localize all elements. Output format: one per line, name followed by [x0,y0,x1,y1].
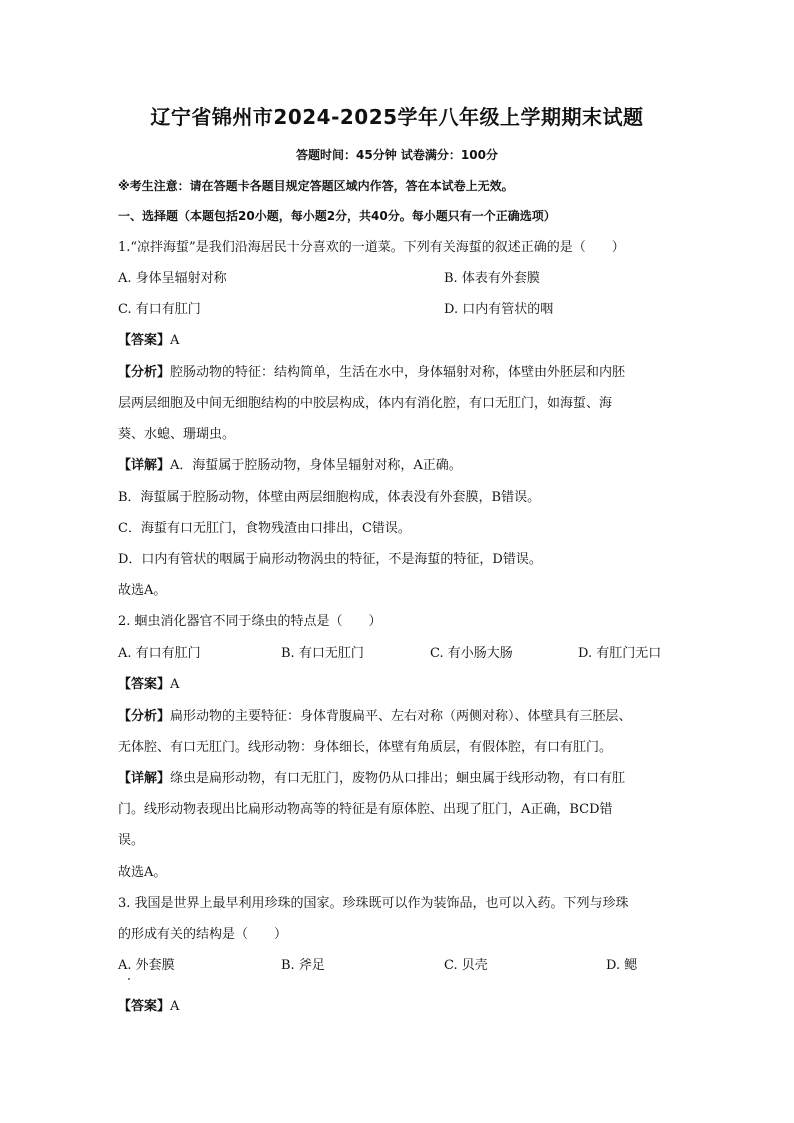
stray-dot [128,978,130,980]
notice: ※考生注意：请在答题卡各题目规定答题区域内作答，答在本试卷上无效。 [118,179,514,193]
q2-detail-line: 门。线形动物表现出比扁形动物高等的特征是有原体腔、出现了肛门，A正确，BCD错 [118,802,613,817]
answer-tag: 【答案】 [118,999,171,1014]
q1-option-a: A. 身体呈辐射对称 [118,271,227,286]
q1-conclusion: 故选A。 [118,583,167,598]
q1-answer [118,332,678,350]
q2-option-a: A. 有口有肛门 [118,646,201,661]
analysis-tag: 【分析】 [118,709,171,724]
q1-analysis-line: 葵、水螅、珊瑚虫。 [118,427,236,442]
exam-meta: 答题时间：45分钟 试卷满分：100分 [296,148,498,162]
q2-answer [118,676,678,694]
q3-answer [118,998,678,1016]
detail-tag: 【详解】 [118,771,171,786]
q3-option-c: C. 贝壳 [444,958,488,973]
answer-value: A [170,999,180,1014]
q3-option-d: D. 鳃 [606,958,638,973]
q2-conclusion: 故选A。 [118,865,167,880]
answer-value: A [170,333,180,348]
q1-option-d: D. 口内有管状的咽 [444,302,554,317]
q2-analysis-line [118,708,678,726]
detail-text: A．海蜇属于腔肠动物，身体呈辐射对称，A正确。 [170,458,462,473]
answer-tag: 【答案】 [118,677,171,692]
q3-option-a: A. 外套膜 [118,958,175,973]
analysis-text: 腔肠动物的特征：结构简单，生活在水中，身体辐射对称，体壁由外胚层和内胚 [170,365,626,380]
q2-detail-line: 误。 [118,833,145,848]
q2-analysis-line: 无体腔、有口无肛门。线形动物：身体细长，体壁有角质层，有假体腔，有口有肛门。 [118,740,613,755]
page-title: 辽宁省锦州市2024-2025学年八年级上学期期末试题 [150,105,644,129]
answer-tag: 【答案】 [118,333,171,348]
analysis-tag: 【分析】 [118,365,171,380]
q3-option-b: B. 斧足 [281,958,325,973]
q1-analysis-line: 层两层细胞及中间无细胞结构的中胶层构成，体内有消化腔，有口无肛门，如海蜇、海 [118,396,613,411]
q2-option-c: C. 有小肠大肠 [430,646,513,661]
q2-stem: 2. 蛔虫消化器官不同于绦虫的特点是（ ） [118,614,382,629]
q1-option-b: B. 体表有外套膜 [444,271,540,286]
analysis-text: 扁形动物的主要特征：身体背腹扁平、左右对称（两侧对称）、体壁具有三胚层、 [170,709,632,724]
q1-detail-line: B．海蜇属于腔肠动物，体壁由两层细胞构成，体表没有外套膜，B错误。 [118,490,541,505]
q1-analysis-line [118,364,678,382]
q1-option-c: C. 有口有肛门 [118,302,201,317]
q1-detail-line: C．海蜇有口无肛门，食物残渣由口排出，C错误。 [118,521,411,536]
q1-detail-line [118,457,678,475]
answer-value: A [170,677,180,692]
q3-stem-line: 3. 我国是世界上最早利用珍珠的国家。珍珠既可以作为装饰品，也可以入药。下列与珍珠 [118,896,629,911]
q2-detail-line [118,770,678,788]
detail-tag: 【详解】 [118,458,171,473]
section-heading: 一、选择题（本题包括20小题，每小题2分，共40分。每小题只有一个正确选项） [118,209,556,223]
q1-stem: 1.“凉拌海蜇”是我们沿海居民十分喜欢的一道菜。下列有关海蜇的叙述正确的是（ ） [118,240,625,255]
q3-stem-line: 的形成有关的结构是（ ） [118,927,288,942]
q2-option-d: D. 有肛门无口 [578,646,662,661]
q1-detail-line: D．口内有管状的咽属于扁形动物涡虫的特征，不是海蜇的特征，D错误。 [118,552,542,567]
q2-option-b: B. 有口无肛门 [281,646,364,661]
detail-text: 绦虫是扁形动物，有口无肛门，废物仍从口排出；蛔虫属于线形动物，有口有肛 [170,771,626,786]
